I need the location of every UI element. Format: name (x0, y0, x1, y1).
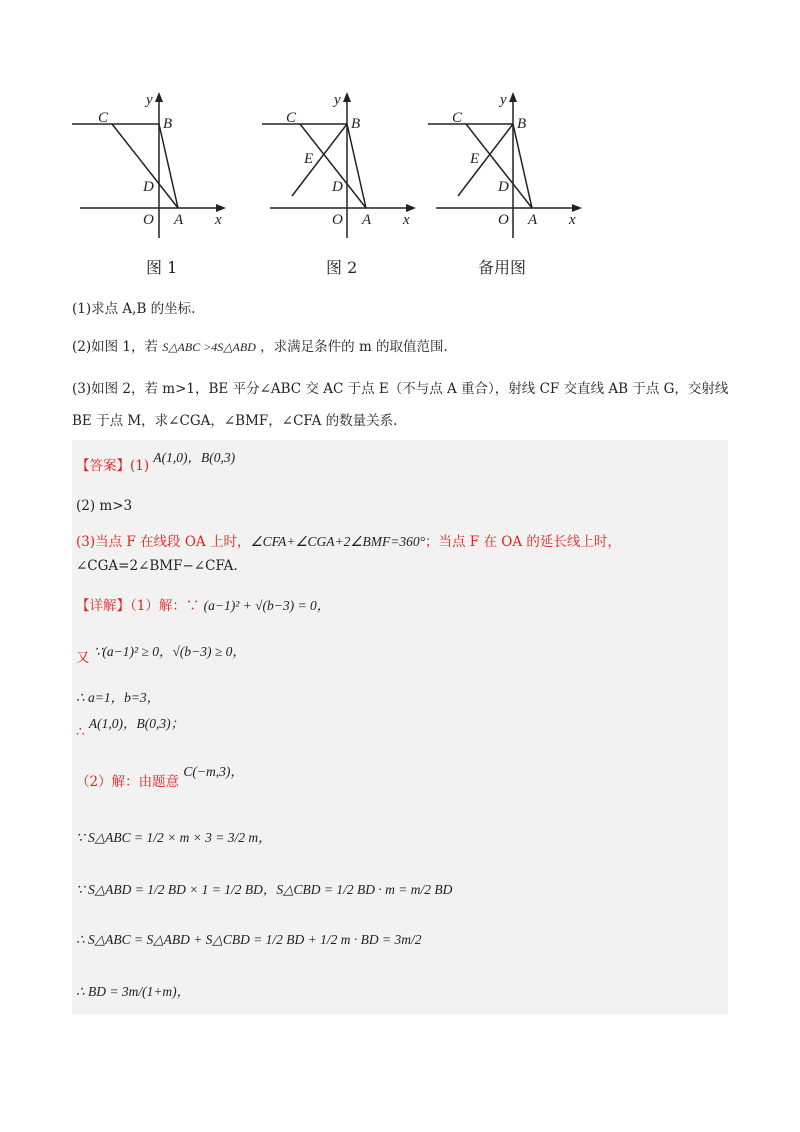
answer-2: (2) m>3 (76, 498, 133, 514)
label-O: O (143, 212, 154, 228)
question-2-formula: S△ABC >4S△ABD (162, 340, 256, 354)
label-D: D (143, 179, 154, 195)
label-C: C (452, 110, 463, 126)
detail-step-8: ∴ S△ABC = S△ABD + S△CBD = 1/2 BD + 1/2 m · BD = 3m/2 (76, 932, 422, 947)
label-D: D (332, 179, 343, 195)
label-B: B (351, 116, 361, 132)
answer-1-num: (1) (130, 458, 150, 474)
label-O: O (498, 212, 509, 228)
question-2-suffix: ，求满足条件的 m 的取值范围. (260, 339, 448, 355)
detail-step-9: ∴ BD = 3m/(1+m)， (76, 984, 191, 999)
label-x: x (569, 212, 576, 228)
question-2-prefix: (2)如图 1，若 (72, 339, 159, 355)
answer-1: A(1,0)，B(0,3) (153, 450, 236, 465)
label-y: y (334, 92, 341, 108)
detail-step-6: ∵ S△ABC = 1/2 × m × 3 = 3/2 m， (76, 830, 272, 845)
label-E: E (470, 151, 480, 167)
answer-3-line-1 (76, 530, 621, 550)
detail-step-5-formula: C(−m,3)， (183, 764, 244, 779)
label-D: D (498, 179, 509, 195)
label-A: A (174, 212, 184, 228)
label-E: E (304, 151, 314, 167)
detail-step-1 (76, 594, 330, 614)
figure-2 (258, 88, 428, 242)
detail-step-2-formula: ∵(a−1)² ≥ 0，√(b−3) ≥ 0， (93, 644, 246, 659)
label-y: y (500, 92, 507, 108)
label-B: B (163, 116, 173, 132)
figure-1 (68, 88, 238, 242)
detail-step-3: ∴ a=1，b=3， (76, 690, 161, 705)
label-C: C (98, 110, 109, 126)
detail-step-1-label: （1）解：∵ (130, 598, 200, 614)
answer-tag: 【答案】 (76, 458, 130, 474)
label-A: A (528, 212, 538, 228)
label-x: x (403, 212, 410, 228)
figure-row (0, 88, 800, 288)
detail-step-4 (76, 716, 185, 740)
label-y: y (146, 92, 153, 108)
caption-figure-3: 备用图 (478, 258, 527, 277)
answer-3-formula-1: ∠CFA+∠CGA+2∠BMF=360° (250, 534, 426, 549)
answer-line-1 (76, 450, 236, 474)
question-3-line-1: (3)如图 2，若 m>1，BE 平分∠ABC 交 AC 于点 E（不与点 A 重合），射线 CF 交直线 AB 于点 G，交射线 (72, 381, 729, 397)
label-O: O (332, 212, 343, 228)
label-C: C (286, 110, 297, 126)
detail-step-5-label: （2）解：由题意 (76, 774, 180, 790)
label-x: x (215, 212, 222, 228)
label-A: A (362, 212, 372, 228)
question-3-line-2: BE 于点 M，求∠CGA，∠BMF，∠CFA 的数量关系. (72, 413, 398, 429)
detail-step-2-label: 又 (76, 650, 90, 666)
caption-figure-2: 图 2 (326, 258, 358, 277)
answer-3-line-2: ∠CGA=2∠BMF−∠CFA. (76, 558, 238, 574)
question-2 (72, 336, 448, 358)
detail-tag: 【详解】 (76, 598, 130, 614)
answer-panel (72, 440, 728, 1014)
detail-step-7: ∵ S△ABD = 1/2 BD × 1 = 1/2 BD，S△CBD = 1/2 BD · m = m/2 BD (76, 882, 453, 897)
detail-step-5 (76, 764, 244, 790)
answer-3-part-1: (3)当点 F 在线段 OA 上时， (76, 534, 251, 550)
question-1: (1)求点 A,B 的坐标. (72, 301, 196, 317)
label-B: B (517, 116, 527, 132)
answer-3-part-2: ；当点 F 在 OA 的延长线上时， (425, 534, 621, 550)
detail-step-4-label: ∴ (76, 724, 85, 740)
detail-step-1-formula: (a−1)² + √(b−3) = 0， (203, 598, 331, 613)
figure-3 (424, 88, 594, 242)
detail-step-2 (76, 646, 246, 666)
detail-step-4-formula: A(1,0)，B(0,3)； (88, 716, 185, 731)
caption-figure-1: 图 1 (146, 258, 178, 277)
